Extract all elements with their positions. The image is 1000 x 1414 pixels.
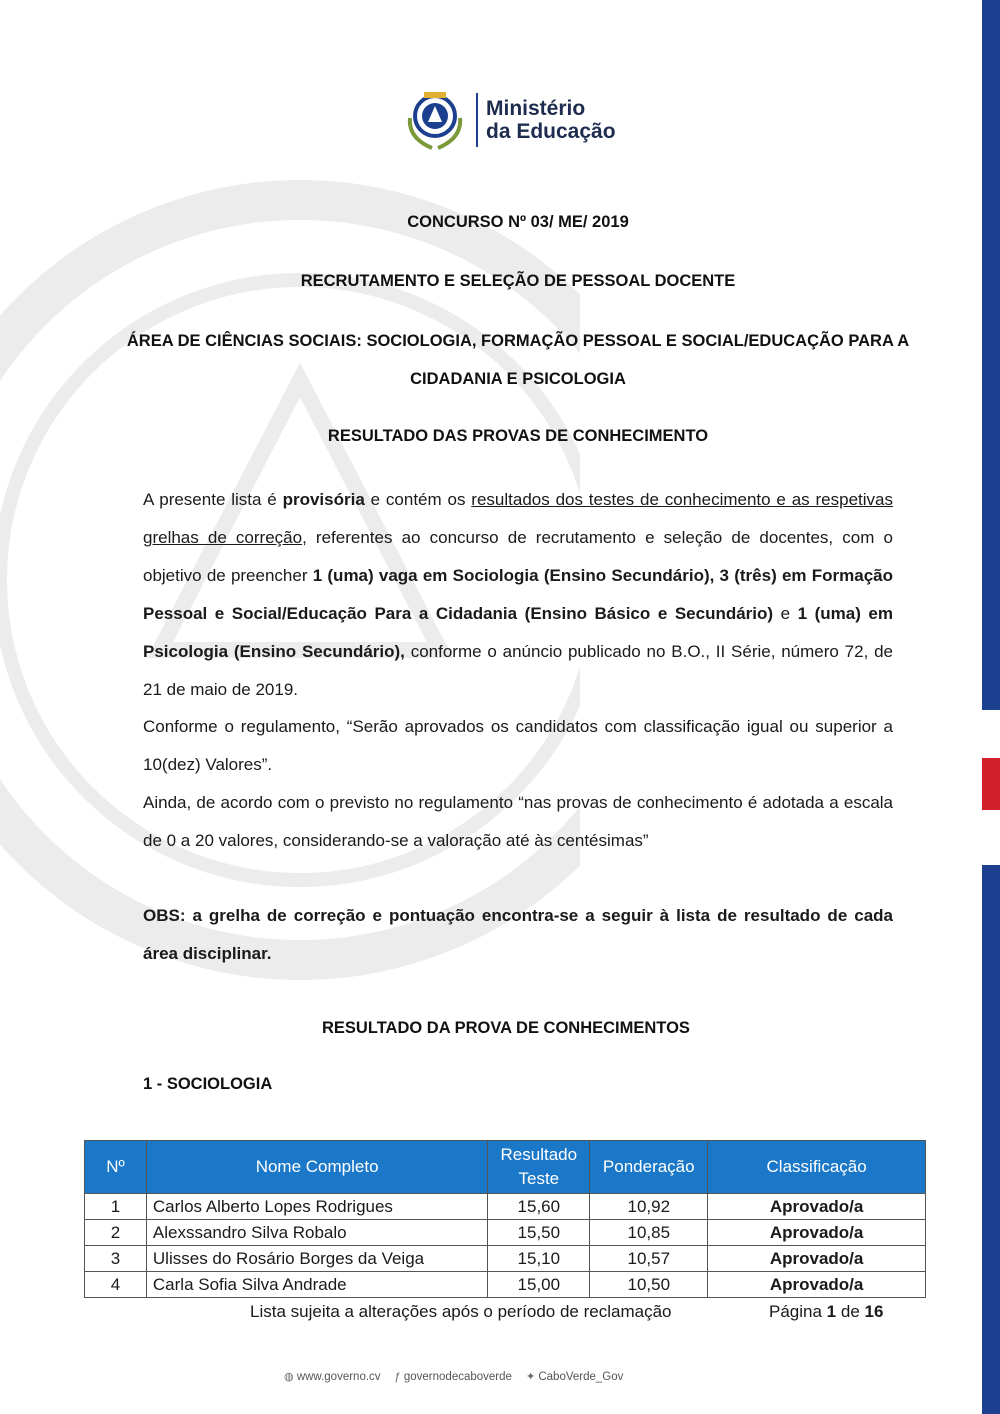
row-classification: Aprovado/a — [708, 1194, 926, 1220]
page-total: 16 — [864, 1302, 884, 1321]
row-name: Alexssandro Silva Robalo — [146, 1220, 487, 1246]
header-result: Resultado Teste — [488, 1141, 590, 1194]
scale-paragraph: Ainda, de acordo com o previsto no regulamento “nas provas de conhecimento é adotada a escala de 0 a 20 valores, considerando-se a valoração até às centésimas” — [143, 793, 893, 850]
website-text: www.governo.cv — [296, 1371, 381, 1383]
area-title: ÁREA DE CIÊNCIAS SOCIAIS: SOCIOLOGIA, FORMAÇÃO PESSOAL E SOCIAL/EDUCAÇÃO PARA A CIDADANIA E PSICOLOGIA — [126, 332, 910, 388]
table-row — [85, 1246, 926, 1272]
results-heading: RESULTADO DAS PROVAS DE CONHECIMENTO — [327, 427, 709, 445]
subsection-sociology: 1 - SOCIOLOGIA — [143, 1075, 273, 1093]
table-header-row — [85, 1141, 926, 1194]
row-number: 4 — [85, 1272, 147, 1298]
obs-paragraph: OBS: a grelha de correção e pontuação encontra-se a seguir à lista de resultado de cada área disciplinar. — [143, 906, 893, 963]
table-row — [85, 1272, 926, 1298]
page-label: Página — [769, 1302, 822, 1321]
intro-results-link: resultados dos testes de conhecimento e as respetivas grelhas de correção — [143, 490, 893, 547]
row-classification: Aprovado/a — [708, 1246, 926, 1272]
twitter-icon: ✦ — [525, 1371, 536, 1383]
facebook-link[interactable] — [395, 1371, 512, 1383]
table-row — [85, 1194, 926, 1220]
intro-vacancies: 1 (uma) vaga em Sociologia (Ensino Secundário), 3 (três) em Formação Pessoal e Social/Educação Para a Cidadania (Ensino Básico e Secundário) — [143, 566, 893, 623]
page-current: 1 — [826, 1302, 837, 1321]
globe-icon: ◍ — [284, 1371, 294, 1383]
row-name: Ulisses do Rosário Borges da Veiga — [146, 1246, 487, 1272]
table-row — [85, 1220, 926, 1246]
row-weight: 10,85 — [590, 1220, 708, 1246]
intro-text-c: e contém os — [364, 490, 472, 509]
website-link[interactable] — [284, 1370, 381, 1383]
regulation-paragraph: Conforme o regulamento, “Serão aprovados os candidatos com classificação igual ou superior a 10(dez) Valores”. — [143, 717, 893, 774]
header-name: Nome Completo — [146, 1141, 487, 1194]
logo-line-1: Ministério — [486, 97, 586, 120]
contest-title: CONCURSO Nº 03/ ME/ 2019 — [407, 213, 629, 231]
intro-text-i: conforme o anúncio publicado no B.O., II Série, número 72, de 21 de maio de 2019. — [143, 642, 893, 699]
facebook-icon: ƒ — [394, 1370, 401, 1383]
intro-provisional: provisória — [282, 490, 365, 509]
page-sep: de — [840, 1302, 860, 1321]
footer-note: Lista sujeita a alterações após o período de reclamação — [250, 1302, 672, 1321]
intro-text-g: e — [773, 604, 798, 623]
edge-strip-blue-bottom — [982, 865, 1000, 1414]
results-table — [84, 1140, 926, 1298]
row-result: 15,00 — [488, 1272, 590, 1298]
recruitment-title: RECRUTAMENTO E SELEÇÃO DE PESSOAL DOCENTE — [300, 272, 736, 290]
footer-links — [284, 1370, 623, 1383]
header-classification: Classificação — [708, 1141, 926, 1194]
page-number — [769, 1302, 883, 1322]
edge-strip-red — [982, 758, 1000, 810]
twitter-text: CaboVerde_Gov — [538, 1371, 624, 1383]
header-number: Nº — [85, 1141, 147, 1194]
row-number: 1 — [85, 1194, 147, 1220]
row-result: 15,60 — [488, 1194, 590, 1220]
row-name: Carlos Alberto Lopes Rodrigues — [146, 1194, 487, 1220]
coat-of-arms-icon — [402, 88, 468, 152]
edge-strip-blue-top — [982, 0, 1000, 710]
logo-divider — [476, 93, 478, 147]
section-heading: RESULTADO DA PROVA DE CONHECIMENTOS — [322, 1019, 690, 1037]
intro-paragraph — [143, 481, 893, 709]
twitter-link[interactable] — [526, 1370, 623, 1383]
row-name: Carla Sofia Silva Andrade — [146, 1272, 487, 1298]
intro-text-a: A presente lista é — [143, 490, 283, 509]
logo-line-2: da Educação — [486, 120, 616, 143]
row-classification: Aprovado/a — [708, 1272, 926, 1298]
row-classification: Aprovado/a — [708, 1220, 926, 1246]
logo-wordmark — [486, 97, 616, 143]
row-result: 15,10 — [488, 1246, 590, 1272]
row-weight: 10,92 — [590, 1194, 708, 1220]
row-weight: 10,50 — [590, 1272, 708, 1298]
row-number: 2 — [85, 1220, 147, 1246]
row-weight: 10,57 — [590, 1246, 708, 1272]
row-result: 15,50 — [488, 1220, 590, 1246]
facebook-text: governodecaboverde — [403, 1370, 512, 1383]
intro-text-e: , referentes ao concurso de recrutamento e seleção de docentes, com o objetivo de preencher — [143, 528, 893, 585]
row-number: 3 — [85, 1246, 147, 1272]
header-weight: Ponderação — [590, 1141, 708, 1194]
ministry-logo — [402, 88, 632, 152]
intro-psychology: 1 (uma) em Psicologia (Ensino Secundário), — [143, 604, 893, 661]
